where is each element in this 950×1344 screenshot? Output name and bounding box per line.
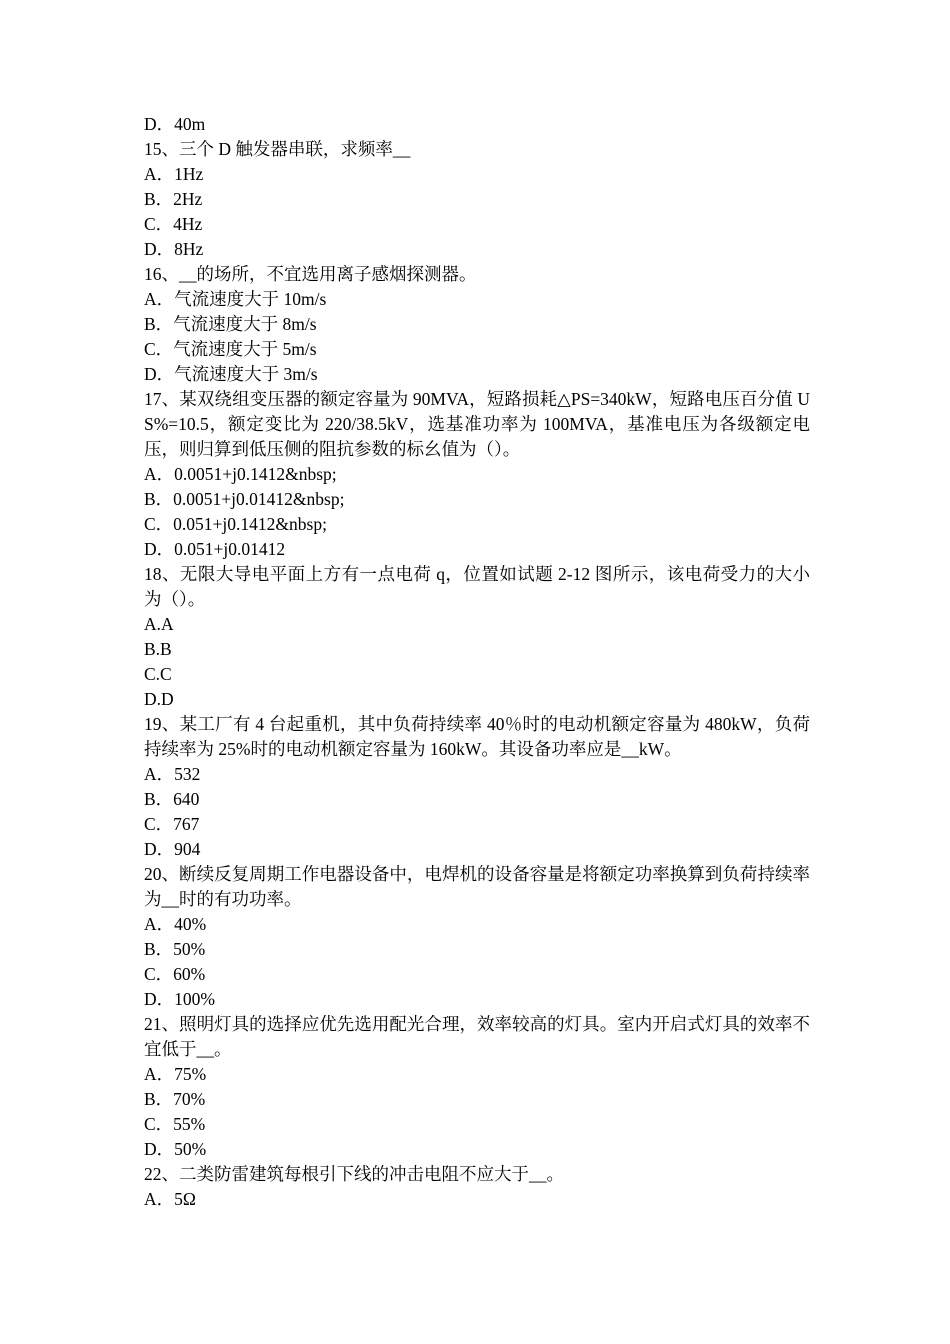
- answer-option: C．0.051+j0.1412&nbsp;: [144, 514, 327, 534]
- answer-option: C．4Hz: [144, 214, 203, 234]
- answer-option: A．0.0051+j0.1412&nbsp;: [144, 464, 337, 484]
- answer-option: D．气流速度大于 3m/s: [144, 364, 318, 384]
- answer-option: D．8Hz: [144, 239, 204, 259]
- answer-option: C．767: [144, 814, 200, 834]
- answer-option: C．气流速度大于 5m/s: [144, 339, 317, 359]
- answer-option: B．2Hz: [144, 189, 203, 209]
- answer-option: B．50%: [144, 939, 206, 959]
- answer-option: A．75%: [144, 1064, 207, 1084]
- answer-option: D．50%: [144, 1139, 207, 1159]
- document-page: [144, 112, 810, 1212]
- answer-option: A．气流速度大于 10m/s: [144, 289, 327, 309]
- question-stem: 22、二类防雷建筑每根引下线的冲击电阻不应大于__。: [144, 1164, 564, 1184]
- answer-option: B.B: [144, 639, 172, 659]
- answer-option: B．气流速度大于 8m/s: [144, 314, 317, 334]
- answer-option: B．0.0051+j0.01412&nbsp;: [144, 489, 345, 509]
- question-stem: 18、无限大导电平面上方有一点电荷 q，位置如试题 2-12 图所示，该电荷受力的大小为（）。: [144, 564, 810, 609]
- answer-option: A．1Hz: [144, 164, 204, 184]
- answer-option: D.D: [144, 689, 174, 709]
- question-stem: 19、某工厂有 4 台起重机，其中负荷持续率 40％时的电动机额定容量为 480kW，负荷持续率为 25%时的电动机额定容量为 160kW。其设备功率应是__kW。: [144, 714, 810, 759]
- answer-option: D．40m: [144, 114, 206, 134]
- question-stem: 20、断续反复周期工作电器设备中，电焊机的设备容量是将额定功率换算到负荷持续率为__时的有功功率。: [144, 864, 810, 909]
- answer-option: A．532: [144, 764, 201, 784]
- answer-option: B．640: [144, 789, 200, 809]
- answer-option: D．0.051+j0.01412: [144, 539, 286, 559]
- answer-option: C．55%: [144, 1114, 206, 1134]
- answer-option: D．100%: [144, 989, 215, 1009]
- answer-option: A.A: [144, 614, 174, 634]
- question-stem: 16、__的场所，不宜选用离子感烟探测器。: [144, 264, 477, 284]
- question-stem: 15、三个 D 触发器串联，求频率__: [144, 139, 411, 159]
- question-stem: 21、照明灯具的选择应优先选用配光合理，效率较高的灯具。室内开启式灯具的效率不宜低于__。: [144, 1014, 810, 1059]
- answer-option: C.C: [144, 664, 172, 684]
- answer-option: A．40%: [144, 914, 207, 934]
- answer-option: C．60%: [144, 964, 206, 984]
- question-stem: 17、某双绕组变压器的额定容量为 90MVA，短路损耗△PS=340kW，短路电压百分值 US%=10.5，额定变比为 220/38.5kV，选基准功率为 100MVA，基准电压为各级额定电压，则归算到低压侧的阻抗参数的标幺值为（）。: [144, 389, 810, 459]
- answer-option: B．70%: [144, 1089, 206, 1109]
- answer-option: A．5Ω: [144, 1189, 196, 1209]
- answer-option: D．904: [144, 839, 201, 859]
